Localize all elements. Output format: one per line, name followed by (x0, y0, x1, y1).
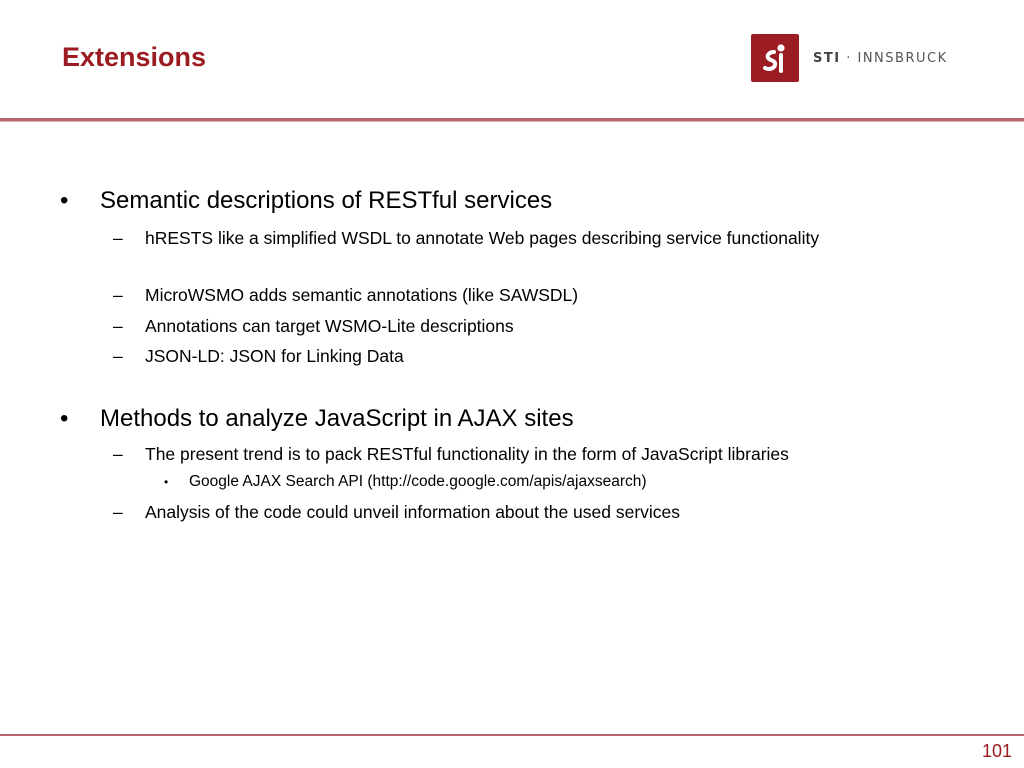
bullet-marker: • (60, 405, 69, 432)
sti-logo-icon (751, 34, 799, 82)
sub-bullet-text: MicroWSMO adds semantic annotations (like SAWSDL) (145, 285, 579, 305)
sub-bullet-text: hRESTS like a simplified WSDL to annotate Web pages describing service functionality (145, 228, 820, 248)
dash-marker: – (113, 502, 123, 522)
bullet-text: Methods to analyze JavaScript in AJAX sites (100, 405, 574, 432)
bullet-item (60, 405, 574, 433)
bullet-marker: • (60, 187, 69, 214)
bullet-text: Semantic descriptions of RESTful services (100, 187, 553, 214)
logo-wordmark (813, 51, 948, 66)
sub-bullet-text: The present trend is to pack RESTful functionality in the form of JavaScript libraries (145, 444, 789, 464)
sub-bullet-item (113, 344, 945, 368)
dash-marker: – (113, 228, 123, 248)
sub-bullet-text: JSON-LD: JSON for Linking Data (145, 346, 404, 366)
sub-bullet-text: Analysis of the code could unveil information about the used services (145, 502, 681, 522)
dash-marker: – (113, 346, 123, 366)
sub-bullet-text: Annotations can target WSMO-Lite descriptions (145, 316, 514, 336)
dash-marker: – (113, 316, 123, 336)
sub-bullet-item (113, 283, 945, 307)
logo-brand: STI (813, 50, 841, 66)
sub-bullet-item (113, 442, 945, 466)
footer-divider (0, 734, 1024, 736)
bullet-marker: • (164, 475, 169, 489)
bullet-item (60, 187, 553, 215)
sub-sub-bullet-item (164, 472, 647, 492)
page-number: 101 (981, 741, 1012, 761)
dash-marker: – (113, 285, 123, 305)
slide-title: Extensions (62, 42, 207, 72)
logo-separator: · (846, 50, 852, 66)
dash-marker: – (113, 444, 123, 464)
sub-bullet-item (113, 314, 945, 338)
logo-location: INNSBRUCK (857, 50, 948, 66)
sub-bullet-item (113, 226, 945, 250)
sti-innsbruck-logo (751, 34, 948, 82)
sub-sub-bullet-text: Google AJAX Search API (http://code.google.com/apis/ajaxsearch) (189, 473, 647, 490)
sub-bullet-item (113, 500, 945, 524)
header-divider (0, 118, 1024, 122)
